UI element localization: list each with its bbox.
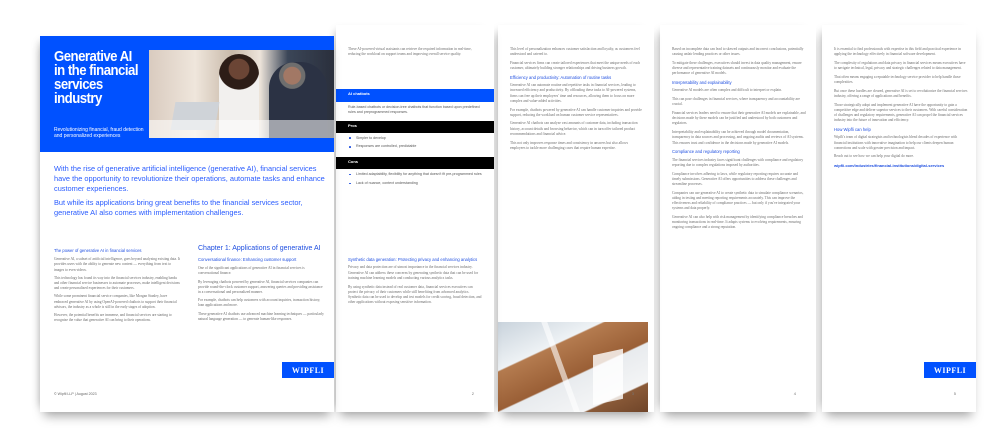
page-number: 2 (471, 391, 474, 396)
section-heading: Synthetic data generation: Protecting privacy and enhancing analytics (348, 257, 478, 262)
section-heading: Interpretability and explainability (672, 80, 732, 86)
page-5 (822, 25, 976, 412)
body-paragraph: This technology has found its way into the financial services industry, enabling banks and other financial service businesses to automate processes, make intelligent decisions and create personalized experiences for their customers. (54, 275, 180, 291)
chatbots-table-description: Rule-based chatbots or decision-tree chatbots that function based upon predefined rules and preprogrammed responses. (348, 105, 480, 114)
body-paragraph: The complexity of regulations and data privacy in financial services means executives have to navigate technical, legal, privacy and strategic challenges related to data management. (834, 60, 966, 71)
pros-list (336, 133, 494, 158)
body-paragraph: While some prominent financial service companies, like Morgan Stanley, have embraced generative AI by using OpenAI-powered chatbots to support their financial advisors, the industry as a whole is still in the early stages of adoption. (54, 294, 177, 309)
cons-heading: Cons (336, 157, 494, 169)
body-paragraph: One of the significant applications of generative AI in financial services is conversational finance. (198, 266, 305, 276)
cover-photo (149, 50, 334, 138)
body-paragraph: For example, chatbots can help customers with account inquiries, transaction history, loan applications and more. (198, 298, 321, 308)
body-paragraph: Generative AI can also help with risk management by identifying compliance breaches and monitoring transactions in real-time. It adapts systems to evolving requirements, ensuring ongoing compliance and a strong reputation. (672, 214, 803, 230)
wipfli-logo: WIPFLI (282, 362, 334, 378)
wipfli-logo: WIPFLI (924, 362, 976, 378)
cover-title: Generative AI in the financial services industry (54, 48, 138, 107)
section-heading: How Wipfli can help (834, 126, 871, 132)
pros-heading: Pros (336, 121, 494, 133)
body-paragraph: Based on incomplete data can lead to skewed outputs and incorrect conclusions, potentially causing unfair lending practices or other issues. (672, 47, 804, 57)
lead-text (54, 164, 326, 222)
page5-body (834, 47, 968, 172)
body-paragraph: Generative AI models are often complex and difficult to interpret or explain. (672, 88, 782, 93)
chatbots-table (336, 89, 494, 194)
page3-body (510, 47, 644, 154)
page-number: 3 (631, 391, 634, 396)
body-paragraph: However, the potential benefits are immense, and financial services are starting to recognize the value that generative AI can bring to their operations. (54, 313, 172, 323)
section-heading: The power of generative AI in financial services (54, 248, 142, 253)
page-footer: © Wipfli LLP | August 2023 (54, 392, 97, 396)
photo-beam (541, 322, 580, 412)
section-heading: Conversational finance: Enhancing customer support (198, 257, 297, 262)
body-paragraph: These generative AI chatbots use advanced machine learning techniques — particularly natural language generation — to generate human-like responses. (198, 311, 324, 321)
list-item: Simpler to develop (348, 136, 482, 141)
body-paragraph: These AI-powered virtual assistants can retrieve the required information in real-time, reducing the workload on support teams and improving overall service quality. (348, 47, 472, 57)
list-item: Limited adaptability, flexibility for anything that doesn't fit pre-programmed rules (348, 172, 482, 177)
cover-subtitle: Revolutionizing financial, fraud detection and personalized experiences (54, 127, 144, 139)
body-paragraph: It is essential to find professionals with expertise in this field and practical experience in applying the technology effectively in financial software development. (834, 47, 961, 57)
page2-intro (348, 47, 482, 61)
list-item: Responses are controlled, predictable (348, 144, 482, 149)
page-4 (660, 25, 816, 412)
body-paragraph: Generative AI chatbots can analyze vast amounts of customer data, including transaction history, account details and browsing behavior, which can in turn offer tailored product recommendations and financial advice. (510, 121, 638, 136)
body-paragraph: But once these hurdles are cleared, generative AI is set to revolutionize the financial services industry, offering a range of applications and benefits. (834, 88, 968, 98)
section-heading: Compliance and regulatory reporting (672, 149, 740, 155)
body-paragraph: To mitigate these challenges, executives should invest in data quality management, ensure diverse and representative training datasets and continuously monitor and evaluate the performance of generative AI models. (672, 60, 802, 76)
page-1-cover (40, 36, 334, 412)
body-paragraph: Financial services leaders need to ensure that their generative AI models are explainable, and decisions made by these models can be justified and understood by both customers and regulators. (672, 111, 806, 126)
body-paragraph: Companies can use generative AI to create synthetic data to simulate compliance scenarios, aiding in testing and meeting reporting requirements accurately. This can improve the effectiveness and reliability of compliance practices — but only if you've integrated your systems and data properly. (672, 190, 804, 211)
body-paragraph: Privacy and data protection are of utmost importance in the financial services industry. Generative AI can address these concerns by generating synthetic data that can be used for training machine learning models and conducting various analytics tasks. (348, 265, 479, 280)
architecture-photo (498, 322, 648, 412)
photo-panel (593, 349, 623, 405)
cover-banner (40, 36, 334, 152)
body-paragraph: By leveraging chatbots powered by generative AI, financial services companies can provide round-the-clock customer support, answering queries and providing assistance in a conversational and personalized manner. (198, 279, 323, 295)
body-paragraph: This not only improves response times and consistency in answers but also allows employees to tackle more challenging cases that require human expertise. (510, 140, 628, 150)
body-paragraph: Financial services firms can create tailored experiences that meet the unique needs of each customer, ultimately building stronger relationships and driving business growth. (510, 60, 641, 71)
page-number: 4 (793, 391, 796, 396)
chatbots-table-heading: AI chatbots (336, 89, 494, 102)
page2-body (348, 257, 482, 309)
body-paragraph: Wipfli's team of digital strategists and technologists blend decades of experience with financial institutions with innovative imagination to help our clients deepen human connections and scale with greater precision and impact. (834, 135, 958, 150)
chapter-heading: Chapter 1: Applications of generative AI (198, 245, 321, 252)
body-paragraph: This level of personalization enhances customer satisfaction and loyalty, as customers feel understood and catered to. (510, 47, 640, 57)
body-paragraph: For example, chatbots powered by generative AI can handle customer inquiries and provide support, reducing the workload on human customer service representatives. (510, 107, 642, 117)
body-paragraph: That often means engaging a reputable technology service provider to help handle those complexities. (834, 74, 961, 85)
page-number: 5 (953, 391, 956, 396)
page-3 (498, 25, 654, 412)
body-paragraph: By using synthetic data instead of real customer data, financial services executives can protect the privacy of their customers while still benefiting from advanced analytics. Synthetic data can be used to develop and test models for credit scoring, fraud detection, and other applications without exposing sensitive information. (348, 284, 482, 305)
wipfli-link[interactable]: wipfli.com/industries/financial-institutions/digital-services (834, 163, 945, 169)
section-heading: Efficiency and productivity: Automation of routine tasks (510, 74, 612, 80)
body-paragraph: This can pose challenges in financial services, where transparency and accountability are crucial. (672, 97, 800, 107)
page1-column-2 (198, 244, 326, 325)
page1-column-1 (54, 248, 182, 326)
photo-table (149, 120, 334, 138)
body-paragraph: The financial services industry faces significant challenges with compliance and regulatory reporting due to complex regulations imposed by authorities. (672, 157, 804, 167)
lead-paragraph: But while its applications bring great benefits to the financial services sector, generative AI also comes with implementation challenges. (54, 198, 303, 217)
page-2 (336, 25, 494, 412)
body-paragraph: Reach out to see how we can help your digital do more. (834, 154, 915, 159)
body-paragraph: Those strategically adopt and implement generative AI have the opportunity to gain a competitive edge and deliver superior services to their customers. With careful consideration of challenges and regulatory requirements, generative AI can propel the financial services industry into the future of innovation and efficiency. (834, 102, 968, 123)
body-paragraph: Compliance involves adhering to laws, while regulatory reporting requires accurate and timely submissions. Generative AI offers opportunities to address these challenges and streamline processes. (672, 171, 799, 186)
body-paragraph: Interpretability and explainability can be achieved through model documentation, transparency in data sources and processing, and ongoing audits and reviews of AI systems. This ensures trust and confidence in the decisions made by generative AI models. (672, 130, 804, 145)
body-paragraph: Generative AI, a subset of artificial intelligence, goes beyond analyzing existing data. It provides users with the ability to generate new content — everything from text to images to even videos. (54, 257, 181, 272)
lead-paragraph: With the rise of generative artificial intelligence (generative AI), financial services have the opportunity to revolutionize their operations, automate tasks and enhance customer experiences. (54, 164, 325, 193)
list-item: Lack of nuance, context understanding (348, 181, 482, 186)
cons-list (336, 169, 494, 194)
body-paragraph: Generative AI can automate routine and repetitive tasks in financial services, leading to increased efficiency and productivity. By offloading these tasks to AI-powered systems, firms can free up their employees' time and resources, allowing them to focus on more complex and value-added activities. (510, 83, 637, 103)
page4-body (672, 47, 806, 234)
